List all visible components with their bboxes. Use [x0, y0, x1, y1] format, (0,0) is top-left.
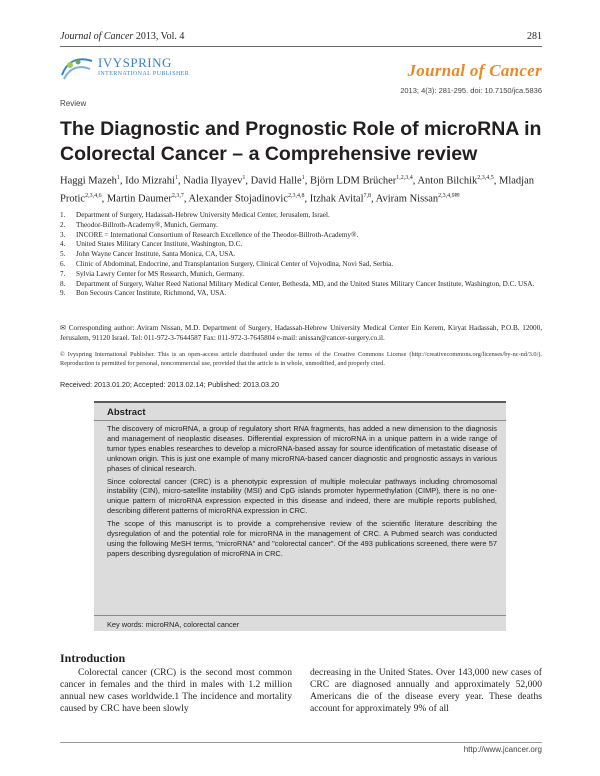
footer-journal-link[interactable]: http://www.jcancer.org	[463, 745, 542, 754]
abstract-body	[107, 424, 497, 562]
affiliation-text: Clinic of Abdominal, Endocrine, and Transplantation Surgery, Clinical Center of Vojvodina, Novi Sad, Serbia.	[76, 259, 394, 268]
abstract-paragraph: The discovery of microRNA, a group of regulatory short RNA fragments, has added a new dimension to the diagnosis and management of neoplastic diseases. Differential expression of microRNA in a unique pattern in a wide range of tumor types enables researches to develop a microRNA-based assay for source identification of metastatic disease of unknown origin. This is just one example of many microRNA-based cancer diagnostic and prognostic assays in various phases of clinical research.	[107, 424, 497, 473]
affiliation-item	[60, 250, 542, 260]
affiliation-number: 6.	[60, 259, 66, 268]
author-name: Martin Daumer	[106, 193, 172, 204]
author-affiliation-marker: 2,3,4,9✉	[438, 192, 460, 199]
author-affiliation-marker: 2,3,4,5	[477, 175, 494, 181]
body-column-right: decreasing in the United States. Over 143,000 new cases of CRC are diagnosed annually and approximately 52,000 Americans die of the disease every year. These deaths account for approximately 9% of all	[310, 667, 542, 714]
author-name: Itzhak Avital	[309, 193, 364, 204]
affiliation-number: 9.	[60, 289, 66, 298]
affiliation-item	[60, 221, 542, 231]
author-affiliation-marker: 2,3,7	[171, 192, 184, 199]
abstract-box	[94, 401, 506, 631]
body-column-left: Colorectal cancer (CRC) is the second most common cancer in females and the third in males with 1.2 million annual new cases worldwide.1 The incidence and mortality caused by CRC have been slowly	[60, 667, 292, 714]
affiliation-number: 4.	[60, 240, 66, 249]
author-name: David Halle	[250, 175, 302, 187]
affiliation-text: Theodor-Billroth-Academy®, Munich, Germany.	[76, 220, 218, 229]
abstract-divider	[94, 420, 506, 421]
author-affiliation-marker: 1,2,3,4	[396, 175, 413, 181]
abstract-paragraph: The scope of this manuscript is to provide a comprehensive review of the scientific literature describing the dysregulation of and the potential role for microRNA in the management of CRC. A Pubmed search was conducted using the following MeSH terms, "microRNA" and "colorectal cancer". Of the 493 publications screened, there were 57 papers describing dysregulation of microRNA in CRC.	[107, 519, 497, 558]
page-number: 281	[527, 31, 542, 42]
affiliation-number: 3.	[60, 230, 66, 239]
publisher-tagline: INTERNATIONAL PUBLISHER	[98, 71, 190, 77]
footer-divider	[60, 742, 542, 743]
author-affiliation-marker: 1	[174, 175, 178, 181]
author-affiliation-marker: 2,3,4,8	[287, 192, 305, 199]
affiliation-number: 2.	[60, 220, 66, 229]
affiliation-item	[60, 231, 542, 241]
affiliation-item	[60, 270, 542, 280]
running-year-volume: 2013, Vol. 4	[135, 31, 185, 42]
affiliation-item	[60, 240, 542, 250]
author-name: Haggi Mazeh	[60, 175, 117, 187]
affiliation-text: United States Military Cancer Institute, Washington, D.C.	[76, 240, 243, 249]
introduction-heading: Introduction	[60, 651, 126, 665]
journal-logo[interactable]	[407, 61, 542, 81]
author-affiliation-marker: 1	[242, 175, 246, 181]
abstract-paragraph: Since colorectal cancer (CRC) is a phenotypic expression of multiple molecular pathways including chromosomal instability (CIN), micro-satellite instability (MSI) and CpG islands promoter hypermethylation (CIMP), there is no one-unique pattern of microRNA expression expected in this disease and indeed, there are multiple reports published, describing different patterns of microRNA expression in CRC.	[107, 476, 497, 516]
keywords: Key words: microRNA, colorectal cancer	[107, 620, 240, 629]
affiliation-item	[60, 280, 542, 290]
article-dates: Received: 2013.01.20; Accepted: 2013.02.14; Published: 2013.03.20	[60, 380, 279, 389]
affiliation-text: Department of Surgery, Hadassah-Hebrew University Medical Center, Jerusalem, Israel.	[76, 211, 330, 219]
author-name: Ido Mizrahi	[125, 175, 175, 187]
author-affiliation-marker: 1	[116, 175, 120, 181]
author-name: Aviram Nissan	[375, 193, 439, 204]
publisher-name: IVYSPRING	[98, 55, 172, 70]
citation-line: 2013; 4(3): 281-295. doi: 10.7150/jca.5836	[400, 86, 542, 95]
copyright-notice: © Ivyspring International Publisher. This is an open-access article distributed under the terms of the Creative Commons License (http://creativecommons.org/licenses/by-nc-nd/3.0/). Reproduction is permitted for personal, noncommercial use, provided that the article is in whole, unmodified, and properly cited.	[60, 351, 542, 367]
affiliation-text: Sylvia Lawry Center for MS Research, Munich, Germany.	[76, 269, 244, 278]
header-divider	[60, 46, 542, 47]
affiliation-text: John Wayne Cancer Institute, Santa Monica, CA, USA.	[76, 250, 236, 259]
affiliation-item	[60, 260, 542, 270]
author-name: Björn LDM Brücher	[309, 175, 397, 187]
keywords-row	[94, 615, 506, 633]
affiliation-number: 1.	[60, 211, 66, 219]
ivyspring-logo-icon	[60, 55, 94, 81]
journal-logo-text: Journal of Cancer	[407, 61, 542, 80]
article-type: Review	[60, 99, 87, 108]
article-title: The Diagnostic and Prognostic Role of microRNA in Colorectal Cancer – a Comprehensive review	[60, 118, 542, 165]
affiliation-number: 8.	[60, 279, 66, 288]
affiliation-text: Bon Secours Cancer Institute, Richmond, VA, USA.	[76, 289, 227, 298]
publisher-logo[interactable]	[60, 54, 220, 82]
author-affiliation-marker: 1	[301, 175, 305, 181]
affiliation-number: 5.	[60, 250, 66, 259]
author-name: Alexander Stojadinovic	[188, 193, 288, 204]
corresponding-author: ✉ Corresponding author: Aviram Nissan, M.D. Department of Surgery, Hadassah-Hebrew University Medical Center Ein Kerem, Kiryat Hadassah, P.O.B. 12000, Jerusalem, 91120 Israel. Tel: 011-972-3-7644587 Fax: 011-972-3-7645804 e-mail: anissan@cancer-surgery.co.il.	[60, 324, 542, 342]
author-affiliation-marker: 2,3,4,6	[85, 192, 102, 199]
running-header	[60, 31, 542, 45]
author-name: Mladjan Protic	[60, 175, 534, 204]
author-list: Haggi Mazeh$^1$, Ido Mizrahi$^1$, Nadia Ilyayev$^1$, David Halle$^1$, Björn LDM Brücher$^{1,2,3,4}$, Anton Bilchik$^{2,3,4,5}$, Mladjan Protic$^{2,3,4,6}$, Martin Daumer$^{2,3,7}$, Alexander Stojadinovic$^{2,3,4,8}$, Itzhak Avital$^{7,8}$, Aviram Nissan$^{2,3,4,9✉}$	[60, 175, 534, 204]
abstract-heading: Abstract	[107, 407, 146, 418]
affiliation-text: Department of Surgery, Walter Reed National Military Medical Center, Bethesda, MD, and the United States Military Cancer Institute, Washington, D.C. USA.	[76, 279, 535, 288]
affiliation-list	[60, 211, 542, 299]
author-name: Nadia Ilyayev	[183, 175, 243, 187]
running-journal-name: Journal of Cancer	[60, 31, 134, 42]
author-affiliation-marker: 7,8	[363, 192, 371, 199]
affiliation-item	[60, 211, 542, 221]
affiliation-number: 7.	[60, 269, 66, 278]
author-name: Anton Bilchik	[417, 175, 478, 187]
affiliation-text: INCORE = International Consortium of Research Excellence of the Theodor-Billroth-Academy®.	[76, 230, 359, 239]
affiliation-item	[60, 289, 542, 299]
